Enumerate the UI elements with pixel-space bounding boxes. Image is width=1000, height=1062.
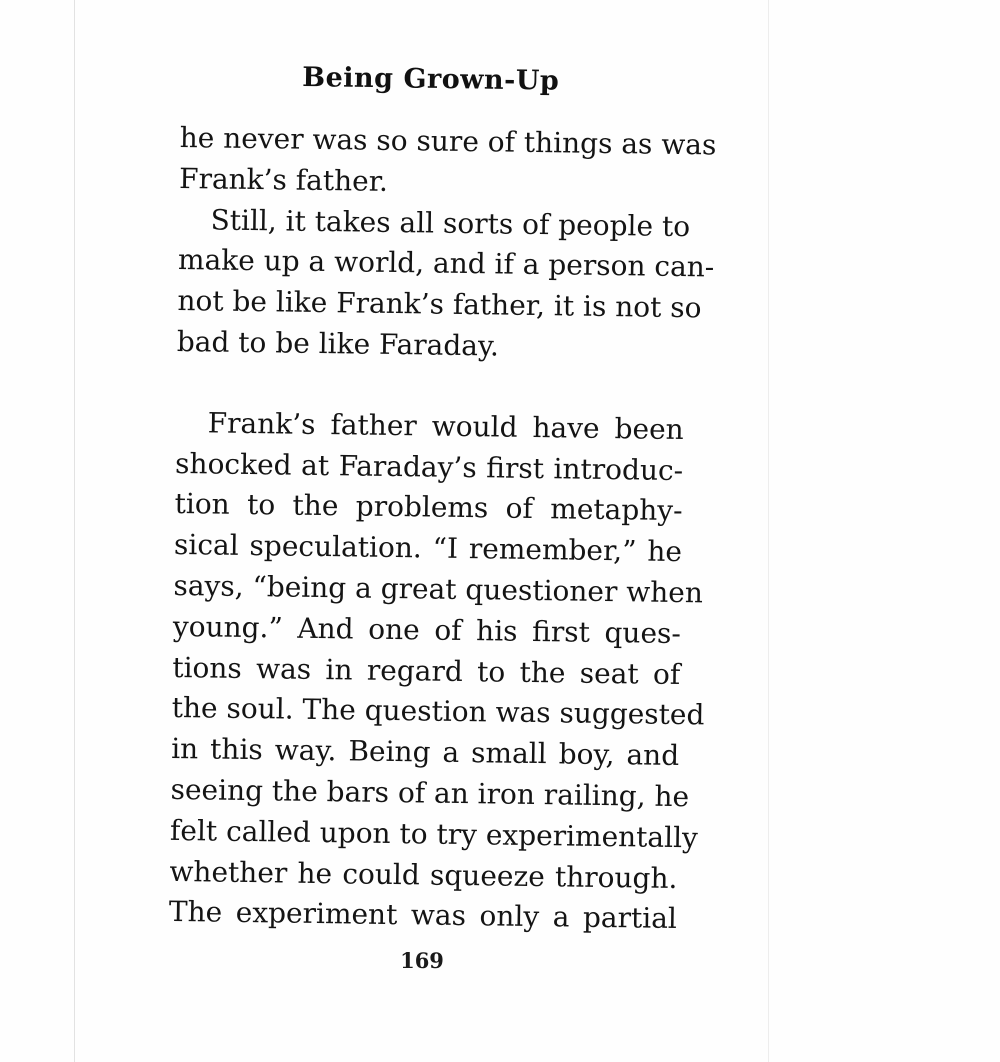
running-head: Being Grown-Up xyxy=(302,62,560,97)
text-line: bad to be like Faraday. xyxy=(176,324,500,363)
text-line: shocked at Faraday’s first introduc- xyxy=(174,446,684,487)
text-line: young.” And one of his first ques- xyxy=(172,609,682,650)
body-text xyxy=(168,118,717,940)
text-line: felt called upon to try experimentally xyxy=(169,813,699,855)
text-line: the soul. The question was suggested xyxy=(171,691,705,732)
text-line: Still, it takes all sorts of people to xyxy=(210,203,691,243)
text-line: tion to the problems of metaphy- xyxy=(174,487,683,528)
text-line: in this way. Being a small boy, and xyxy=(170,732,680,773)
text-line: Frank’s father would have been xyxy=(207,406,684,446)
text-line: sical speculation. “I remember,” he xyxy=(173,528,683,569)
page-number: 169 xyxy=(400,948,444,973)
text-line: tions was in regard to the seat of xyxy=(172,650,681,691)
paragraph-1 xyxy=(178,118,717,207)
text-line: not be like Frank’s father, it is not so xyxy=(177,284,702,325)
text-line: The experiment was only a partial xyxy=(168,895,678,936)
text-line: he never was so sure of things as was xyxy=(179,120,717,162)
section-break xyxy=(176,363,685,410)
text-line: make up a world, and if a person can- xyxy=(177,243,715,284)
paragraph-3 xyxy=(168,403,705,940)
text-line: says, “being a great questioner when xyxy=(173,568,704,610)
text-line: seeing the bars of an iron railing, he xyxy=(170,772,690,814)
page-edge-left xyxy=(74,0,75,1062)
text-line: whether he could squeeze through. xyxy=(169,854,678,895)
text-line: Frank’s father. xyxy=(178,161,389,198)
paragraph-2 xyxy=(176,200,715,370)
page-edge-right xyxy=(768,0,769,1062)
